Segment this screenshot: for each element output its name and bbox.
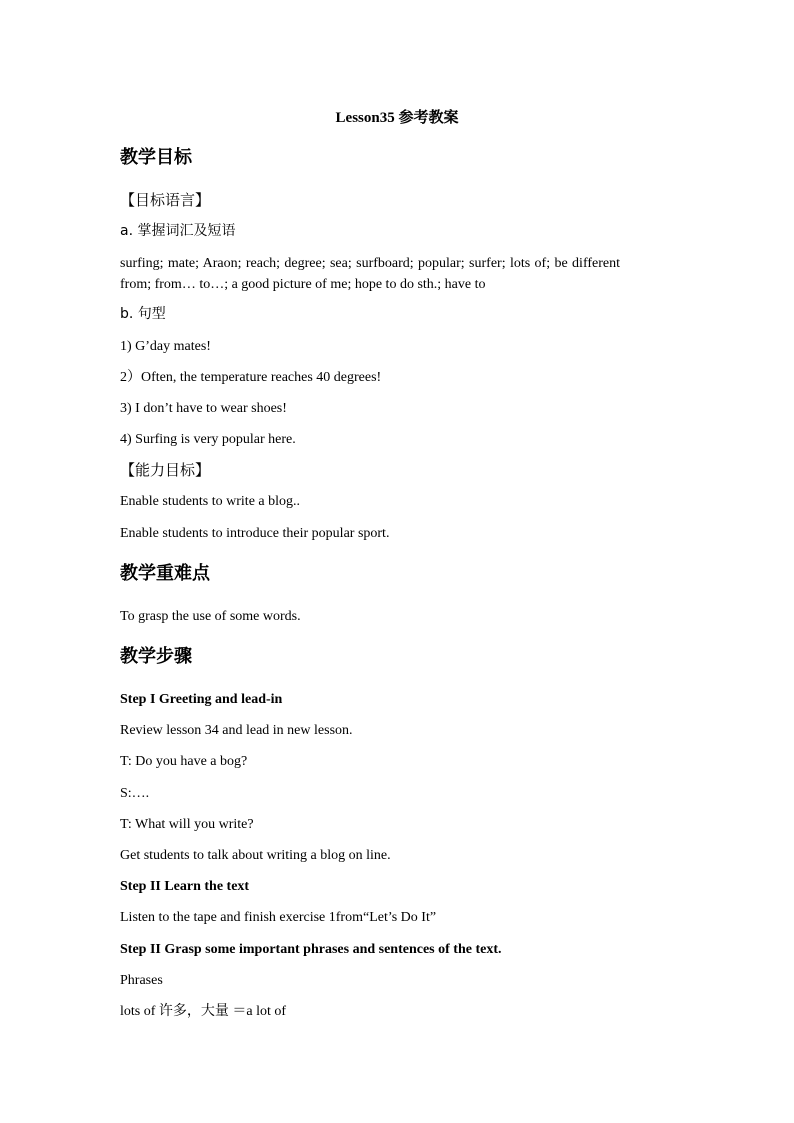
subheading-ability-goals: 【能力目标】 [120,461,211,479]
phrase-line-1: lots of 许多，大量 ＝a lot of [120,1004,287,1019]
step-1-line-4: T: What will you write? [120,817,254,832]
document-title: Lesson35 参考教案 [335,110,459,126]
sentence-item-4: 4) Surfing is very popular here. [120,432,296,447]
ability-item-1: Enable students to write a blog.. [120,494,301,509]
sentence-item-3: 3) I don’t have to wear shoes! [120,401,287,416]
sentence-item-2: 2）Often, the temperature reaches 40 degrees! [120,370,382,385]
step-1-line-3: S:…. [120,786,150,801]
step-2-line: Listen to the tape and finish exercise 1from“Let’s Do It” [120,910,437,925]
vocab-list: surfing; mate; Araon; reach; degree; sea; surfboard; popular; surfer; lots of; be different from; from… to…; a good picture of me; hope to do sth.; have to [120,256,620,292]
step-1-heading: Step I Greeting and lead-in [120,692,283,707]
section-heading-teaching-goals: 教学目标 [120,147,192,168]
section-heading-key-points: 教学重难点 [120,563,210,584]
sentence-pattern-label: b. 句型 [120,306,166,322]
step-3-heading: Step II Grasp some important phrases and sentences of the text. [120,942,502,957]
ability-item-2: Enable students to introduce their popular sport. [120,526,390,541]
step-2-heading: Step II Learn the text [120,879,250,894]
section-heading-teaching-steps: 教学步骤 [120,646,192,667]
step-1-line-5: Get students to talk about writing a blog on line. [120,848,391,863]
subheading-target-language: 【目标语言】 [120,191,211,209]
sentence-item-1: 1) G’day mates! [120,339,211,354]
phrases-label: Phrases [120,973,163,988]
step-1-line-1: Review lesson 34 and lead in new lesson. [120,723,353,738]
key-points-text: To grasp the use of some words. [120,609,301,624]
vocab-label: a. 掌握词汇及短语 [120,223,236,239]
step-1-line-2: T: Do you have a bog? [120,754,248,769]
